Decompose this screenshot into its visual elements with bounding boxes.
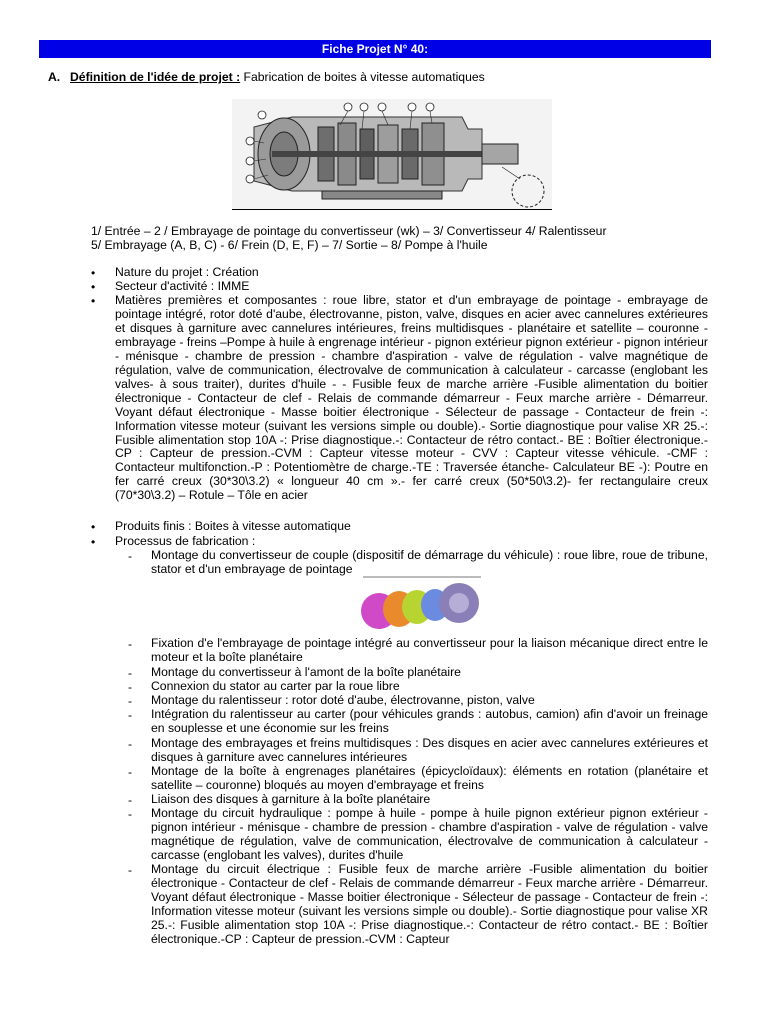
converter-figure xyxy=(357,573,487,633)
process-item-7: Montage des embrayages et freins multidisques : Des disques en acier avec cannelures extérieures et disques à garniture avec cannelures intérieures xyxy=(151,736,708,764)
process-item-1: Montage du convertisseur de couple (dispositif de démarrage du véhicule) : roue libre, roue de tribune, stator et d'un embrayage de pointage xyxy=(151,548,708,576)
bullet-produits: Produits finis : Boites à vitesse automatique xyxy=(115,519,351,533)
process-dash: - xyxy=(128,737,133,751)
process-dash: - xyxy=(128,765,133,779)
process-dash: - xyxy=(128,863,133,877)
process-item-2: Fixation d'e l'embrayage de pointage intégré au convertisseur pour la liaison mécanique direct entre le moteur et la boîte planétaire xyxy=(151,636,708,664)
process-dash: - xyxy=(128,666,133,680)
gearbox-diagram xyxy=(232,99,552,211)
process-item-9: Liaison des disques à garniture à la boîte planétaire xyxy=(151,792,431,806)
process-dash: - xyxy=(128,694,133,708)
bullet-dot: • xyxy=(91,520,96,534)
process-dash: - xyxy=(128,549,133,563)
process-dash: - xyxy=(128,793,133,807)
fiche-banner: Fiche Projet N° 40: xyxy=(39,40,711,58)
process-item-8: Montage de la boîte à engrenages planétaires (épicycloïdaux): éléments en rotation (planétaire et satellite – couronne) bloqués au moyen d'embrayage et freins xyxy=(151,764,708,792)
process-item-6: Intégration du ralentisseur au carter (pour véhicules grands : autobus, camion) afin d'avoir un freinage en souplesse et une économie sur les freins xyxy=(151,707,708,735)
section-value: Fabrication de boites à vitesse automatiques xyxy=(240,70,485,84)
process-dash: - xyxy=(128,680,133,694)
process-dash: - xyxy=(128,637,133,651)
section-heading xyxy=(48,69,718,85)
bullet-dot: • xyxy=(91,294,96,308)
diagram-legend xyxy=(91,224,711,252)
legend-line-1: 1/ Entrée – 2 / Embrayage de pointage du convertisseur (wk) – 3/ Convertisseur 4/ Ralentisseur xyxy=(91,224,607,238)
section-title: Définition de l'idée de projet : xyxy=(70,70,241,84)
bullet-processus: Processus de fabrication : xyxy=(115,534,256,548)
process-dash: - xyxy=(128,807,133,821)
process-item-5: Montage du ralentisseur : rotor doté d'aube, électrovanne, piston, valve xyxy=(151,693,535,707)
bullet-dot: • xyxy=(91,266,96,280)
bullet-nature: Nature du projet : Création xyxy=(115,265,259,279)
bullet-dot: • xyxy=(91,280,96,294)
bullet-dot: • xyxy=(91,535,96,549)
diagram-underline xyxy=(232,209,552,210)
section-letter: A. xyxy=(48,70,61,84)
process-item-11: Montage du circuit électrique : Fusible feux de marche arrière -Fusible alimentation du boitier électronique - Contacteur de clef - Relais de commande démarreur - Feux marche arrière - Démarreur. Voyant défaut électronique - Masse boitier électronique - Sélecteur de passage - Contacteur de frein -: Information vitesse moteur (suivant les versions simple ou double).- Sortie diagnostique pour valise XR 25.-: Fusible alimentation stop 10A -: Prise diagnostique.-: Contacteur de rétro contact.- BE : Boîtier électronique.-CP : Capteur de pression.-CVM : Capteur xyxy=(151,862,708,946)
process-item-10: Montage du circuit hydraulique : pompe à huile - pompe à huile pignon extérieur pignon extérieur - pignon intérieur - ménisque - chambre de pression - chambre d'aspiration - valve de régulation - valve magnétique de régulation, valve de communication, électrovalve de communication à calculateur - carcasse (englobant les valves), durites d'huile xyxy=(151,806,708,862)
bullet-secteur: Secteur d'activité : IMME xyxy=(115,279,250,293)
process-dash: - xyxy=(128,708,133,722)
legend-line-2: 5/ Embrayage (A, B, C) - 6/ Frein (D, E, F) – 7/ Sortie – 8/ Pompe à l'huile xyxy=(91,238,488,252)
bullet-matieres: Matières premières et composantes : roue libre, stator et d'un embrayage de pointage - embrayage de pointage intégré, rotor doté d'aube, électrovanne, piston, valve, disques en acier avec cannelures extérieures et disques à garniture avec cannelures intérieures, freins multidisques - planétaire et satellite – couronne -embrayage - freins –Pompe à huile à engrenage intérieur - pignon extérieur pignon extérieur - pignon intérieur - ménisque - chambre de pression - chambre d'aspiration - valve de régulation - valve magnétique de régulation, valve de communication, électrovalve de communication à calculateur - carcasse (englobant les valves- à sous traiter), durites d'huile - - Fusible feux de marche arrière -Fusible alimentation du boitier électronique - Contacteur de clef - Relais de commande démarreur - Feux marche arrière - Démarreur. Voyant défaut électronique - Masse boitier électronique - Sélecteur de passage - Contacteur de frein -: Information vitesse moteur (suivant les versions simple ou double).- Sortie diagnostique pour valise XR 25.-: Fusible alimentation stop 10A -: Prise diagnostique.-: Contacteur de rétro contact.- BE : Boîtier électronique.-CP : Capteur de pression.-CVM : Capteur vitesse moteur - CVV : Capteur vitesse véhicule. -CMF : Contacteur multifonction.-P : Potentiomètre de charge.-TE : Traversée étanche- Calculateur BE -): Poutre en fer carré creux (30*30\3.2) « longueur 40 cm ».- fer carré creux (50*50\3.2)- fer rectangulaire creux (70*30\3.2) – Rotule – Tôle en acier xyxy=(115,293,708,503)
process-item-3: Montage du convertisseur à l'amont de la boîte planétaire xyxy=(151,665,461,679)
process-item-4: Connexion du stator au carter par la roue libre xyxy=(151,679,400,693)
